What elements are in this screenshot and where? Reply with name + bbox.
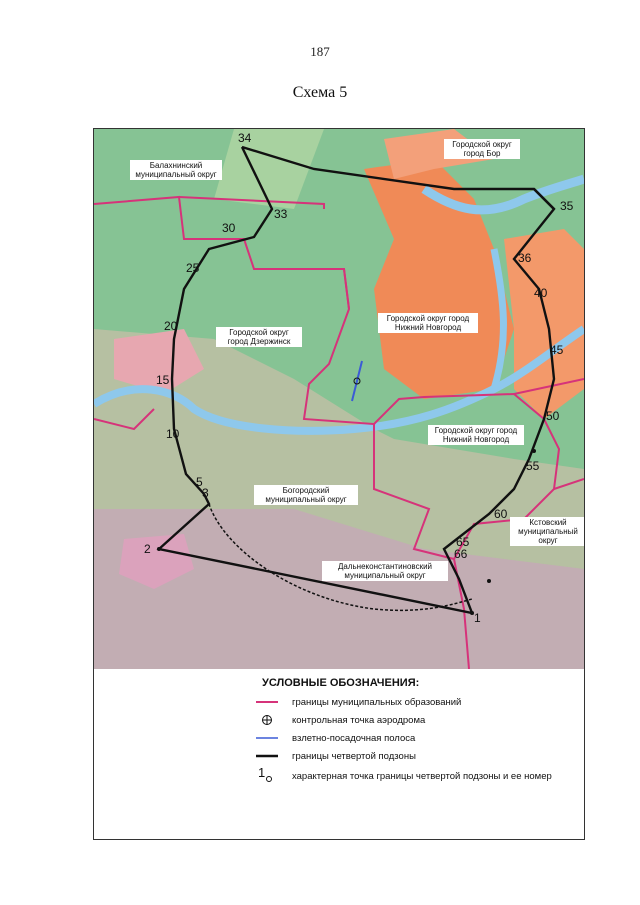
legend-text: границы муниципальных образований (292, 696, 462, 708)
point-35: 35 (560, 199, 574, 213)
point-40: 40 (534, 286, 548, 300)
point-marker-number: 1 (258, 765, 266, 780)
black-line-icon (254, 749, 280, 763)
label-kstovo: Кстовский муниципальный округ (510, 517, 584, 546)
label-bogorodsk: Богородский муниципальный округ (254, 485, 358, 505)
point-25: 25 (186, 261, 200, 275)
point-66: 66 (454, 547, 468, 561)
legend (94, 669, 584, 839)
legend-item-runway (254, 731, 415, 745)
point-10: 10 (166, 427, 180, 441)
point-2: 2 (144, 542, 151, 556)
label-nizhny-novgorod-south: Городской округ город Нижний Новгород (428, 425, 524, 445)
point-50: 50 (546, 409, 560, 423)
point-20: 20 (164, 319, 178, 333)
point-55: 55 (526, 459, 540, 473)
point-30: 30 (222, 221, 236, 235)
point-3: 3 (202, 486, 209, 500)
crosshair-circle-icon (254, 713, 280, 727)
label-balakhna: Балахнинский муниципальный округ (130, 160, 222, 180)
point-36: 36 (518, 251, 532, 265)
label-dalnekonstantinovsky: Дальнеконстантиновский муниципальный округ (322, 561, 448, 581)
point-34: 34 (238, 131, 252, 145)
point-65: 65 (456, 535, 470, 549)
legend-text: границы четвертой подзоны (292, 750, 416, 762)
label-bor: Городской округ город Бор (444, 139, 520, 159)
point-60: 60 (494, 507, 508, 521)
map-canvas (94, 129, 584, 669)
scheme-title: Схема 5 (292, 84, 348, 101)
point-15: 15 (156, 373, 170, 387)
legend-text: взлетно-посадочная полоса (292, 732, 416, 744)
point-45: 45 (550, 343, 564, 357)
point-33: 33 (274, 207, 288, 221)
point-1: 1 (474, 611, 481, 625)
pink-line-icon (254, 695, 280, 709)
label-dzerzhinsk: Городской округ город Дзержинск (216, 327, 302, 347)
legend-title: УСЛОВНЫЕ ОБОЗНАЧЕНИЯ: (262, 677, 420, 689)
page-number: 187 (310, 44, 330, 59)
legend-text: характерная точка границы четвертой подзоны и ее номер (292, 770, 552, 782)
point-marker-icon (254, 765, 280, 783)
blue-line-icon (254, 731, 280, 745)
legend-text: контрольная точка аэродрома (292, 714, 426, 726)
legend-item-point (254, 765, 552, 783)
map[interactable] (94, 129, 584, 669)
legend-item-control-point (254, 713, 425, 727)
legend-item-subzone (254, 749, 416, 763)
legend-item-boundaries (254, 695, 461, 709)
label-nizhny-novgorod-north: Городской округ город Нижний Новгород (378, 313, 478, 333)
point-5: 5 (196, 475, 203, 489)
